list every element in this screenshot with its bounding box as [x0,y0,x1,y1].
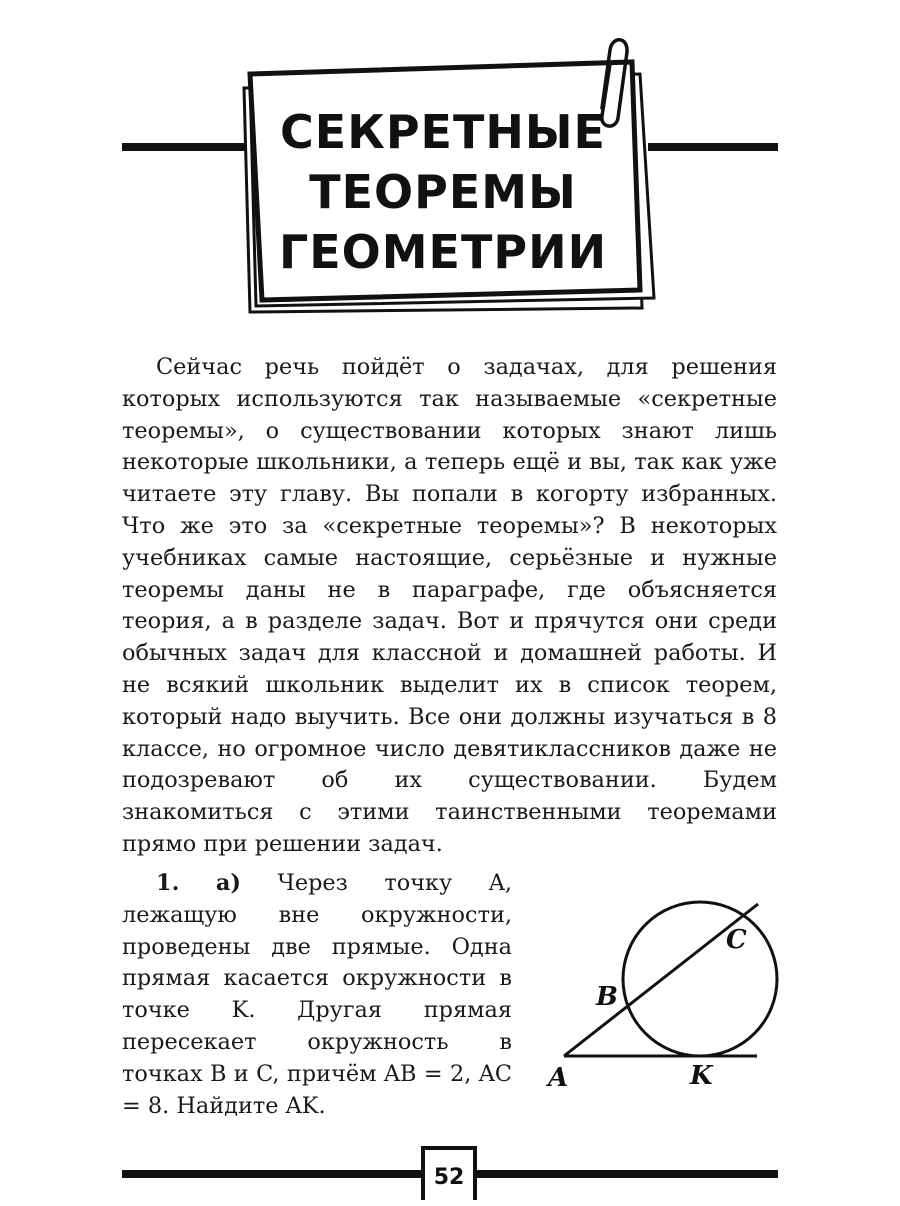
label-a: A [548,1063,569,1093]
title-line-2: ТЕОРЕМЫ [309,165,577,219]
label-c: C [726,925,747,955]
problem-1a [122,868,512,1122]
page-number: 52 [421,1146,477,1200]
problem-part: а) [215,870,241,896]
problem-text: Через точку A, лежащую вне окружности, проведены две прямые. Одна прямая касается окружности в точке K. Другая прямая пересекает окружность в точках B и C, причём AB = 2, AC = 8. Найдите AK. [122,870,513,1119]
label-k: K [690,1061,713,1091]
problem-number: 1. [156,870,180,896]
label-b: B [596,982,618,1012]
page-title [258,102,628,282]
footer-rule-right [476,1170,778,1178]
geometry-figure [540,890,790,1105]
footer-rule-left [122,1170,422,1178]
title-line-1: СЕКРЕТНЫЕ [280,105,606,159]
title-line-3: ГЕОМЕТРИИ [278,225,608,279]
figure-circle [623,902,777,1056]
intro-paragraph: Сейчас речь пойдёт о задачах, для решения которых используются так называемые «секретные теоремы», о существовании которых знают лишь некоторые школьники, а теперь ещё и вы, так как уже читаете эту главу. Вы попали в когорту избранных. Что же это за «секретные теоремы»? В некоторых учебниках самые настоящие, серьёзные и нужные теоремы даны не в параграфе, где объясняется теория, а в разделе задач. Вот и прячутся они среди обычных задач для классной и домашней работы. И не всякий школьник выделит их в список теорем, который надо выучить. Все они должны изучаться в 8 классе, но огромное число девятиклассников даже не подозревают об их существовании. Будем знакомиться с этими таинственными теоремами прямо при решении задач. [122,354,777,857]
